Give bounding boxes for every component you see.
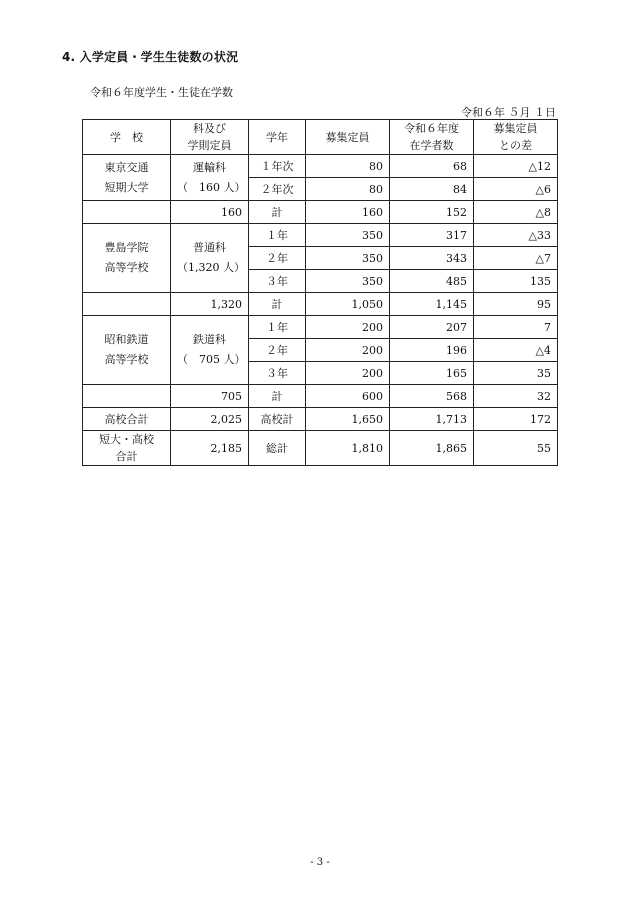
grade-cell: ２年 — [249, 247, 306, 270]
diff-cell: △4 — [474, 339, 558, 362]
diff-cell: 135 — [474, 270, 558, 293]
table-row — [83, 316, 558, 339]
enrolled-cell: 1,145 — [390, 293, 474, 316]
school-name: 東京交通 短期大学 — [83, 155, 171, 201]
page-number: - 3 - — [310, 857, 330, 868]
dept-capacity: （1,320 人） — [177, 261, 245, 274]
capacity-cell: 2,025 — [171, 408, 249, 431]
dept-cell — [171, 224, 249, 293]
recruit-cell: 350 — [306, 270, 390, 293]
header-school: 学 校 — [83, 120, 171, 155]
grade-cell: ３年 — [249, 362, 306, 385]
subtotal-label: 計 — [249, 293, 306, 316]
blank-cell — [83, 385, 171, 408]
capacity-cell: 160 — [171, 201, 249, 224]
diff-cell: 95 — [474, 293, 558, 316]
enrollment-table — [82, 119, 558, 466]
school-name: 豊島学院 高等学校 — [83, 224, 171, 293]
recruit-cell: 80 — [306, 155, 390, 178]
school-name: 昭和鉄道 高等学校 — [83, 316, 171, 385]
diff-cell: 55 — [474, 431, 558, 466]
enrolled-cell: 1,713 — [390, 408, 474, 431]
blank-cell — [83, 201, 171, 224]
enrolled-cell: 165 — [390, 362, 474, 385]
header-grade: 学年 — [249, 120, 306, 155]
dept-cell — [171, 316, 249, 385]
grade-cell: １年次 — [249, 155, 306, 178]
recruit-cell: 200 — [306, 316, 390, 339]
header-dept: 科及び 学則定員 — [171, 120, 249, 155]
recruit-cell: 1,650 — [306, 408, 390, 431]
recruit-cell: 200 — [306, 362, 390, 385]
diff-cell: 35 — [474, 362, 558, 385]
recruit-cell: 600 — [306, 385, 390, 408]
total-name: 短大・高校 合計 — [83, 431, 171, 466]
enrolled-cell: 1,865 — [390, 431, 474, 466]
capacity-cell: 1,320 — [171, 293, 249, 316]
header-row — [83, 120, 558, 155]
enrolled-cell: 343 — [390, 247, 474, 270]
dept-name: 普通科 — [193, 241, 226, 254]
as-of-date: 令和６年 ５月 １日 — [461, 106, 556, 119]
subtotal-row — [83, 385, 558, 408]
diff-cell: 32 — [474, 385, 558, 408]
diff-cell: 172 — [474, 408, 558, 431]
grade-cell: １年 — [249, 316, 306, 339]
recruit-cell: 350 — [306, 247, 390, 270]
recruit-cell: 1,050 — [306, 293, 390, 316]
enrolled-cell: 196 — [390, 339, 474, 362]
diff-cell: △7 — [474, 247, 558, 270]
enrolled-cell: 568 — [390, 385, 474, 408]
diff-cell: 7 — [474, 316, 558, 339]
enrolled-cell: 485 — [390, 270, 474, 293]
header-enrolled: 令和６年度 在学者数 — [390, 120, 474, 155]
diff-cell: △8 — [474, 201, 558, 224]
enrolled-cell: 152 — [390, 201, 474, 224]
subtotal-label: 計 — [249, 201, 306, 224]
enrolled-cell: 84 — [390, 178, 474, 201]
section-heading: 4. 入学定員・学生生徒数の状況 — [62, 50, 239, 64]
dept-name: 運輸科 — [193, 160, 226, 174]
recruit-cell: 350 — [306, 224, 390, 247]
table-row — [83, 224, 558, 247]
grade-cell: ２年次 — [249, 178, 306, 201]
dept-name: 鉄道科 — [193, 333, 226, 346]
dept-capacity: （ 705 人） — [177, 353, 246, 366]
header-recruit: 募集定員 — [306, 120, 390, 155]
enrolled-cell: 68 — [390, 155, 474, 178]
subtotal-row — [83, 293, 558, 316]
capacity-cell: 705 — [171, 385, 249, 408]
hs-total-row — [83, 408, 558, 431]
grade-cell: １年 — [249, 224, 306, 247]
dept-cell — [171, 155, 249, 201]
subtotal-label: 計 — [249, 385, 306, 408]
subtotal-row — [83, 201, 558, 224]
recruit-cell: 200 — [306, 339, 390, 362]
dept-capacity: （ 160 人） — [177, 180, 246, 194]
diff-cell: △6 — [474, 178, 558, 201]
enrolled-cell: 317 — [390, 224, 474, 247]
table-row — [83, 155, 558, 178]
grade-cell: ２年 — [249, 339, 306, 362]
blank-cell — [83, 293, 171, 316]
recruit-cell: 1,810 — [306, 431, 390, 466]
grade-cell: ３年 — [249, 270, 306, 293]
capacity-cell: 2,185 — [171, 431, 249, 466]
header-diff: 募集定員 との差 — [474, 120, 558, 155]
total-label: 総計 — [249, 431, 306, 466]
table-caption: 令和６年度学生・生徒在学数 — [90, 86, 233, 99]
diff-cell: △33 — [474, 224, 558, 247]
recruit-cell: 80 — [306, 178, 390, 201]
recruit-cell: 160 — [306, 201, 390, 224]
total-label: 高校計 — [249, 408, 306, 431]
grand-total-row — [83, 431, 558, 466]
diff-cell: △12 — [474, 155, 558, 178]
total-name: 高校合計 — [83, 408, 171, 431]
enrolled-cell: 207 — [390, 316, 474, 339]
